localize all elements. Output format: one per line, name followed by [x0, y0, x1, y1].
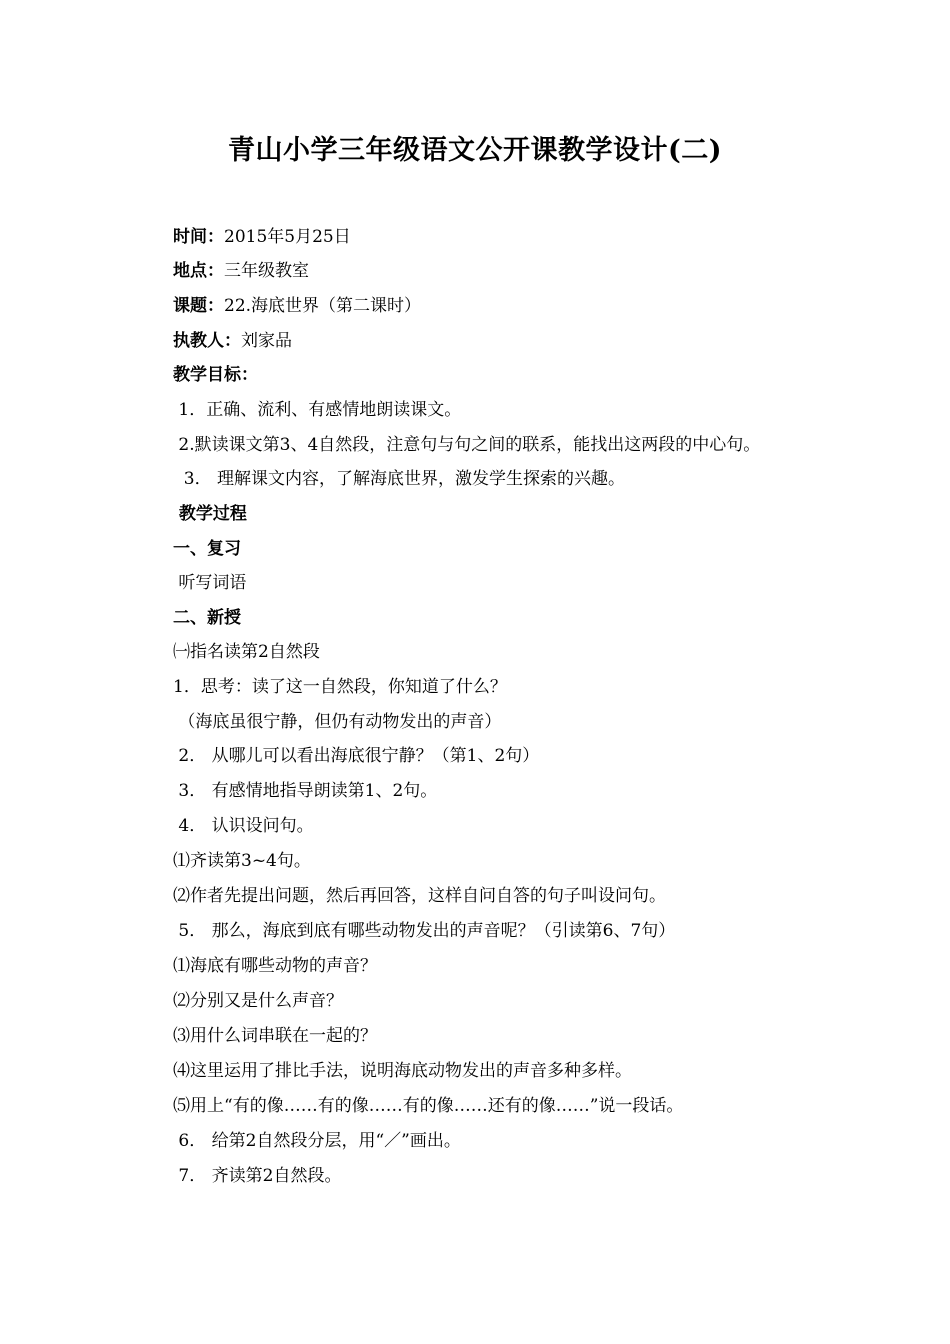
teacher-value: 刘家品 [241, 331, 292, 351]
place-value: 三年级教室 [224, 261, 309, 281]
list-item: 1．思考：读了这一自然段，你知道了什么？ [173, 677, 507, 697]
teacher-row [173, 329, 292, 353]
goals-heading: 教学目标： [173, 365, 258, 385]
list-item: 6． 给第2自然段分层，用“／”画出。 [173, 1131, 461, 1151]
list-item: ⑶用什么词串联在一起的？ [173, 1026, 377, 1046]
section-heading-review: 一、复习 [173, 539, 241, 559]
goal-item: 1．正确、流利、有感情地朗读课文。 [173, 400, 462, 420]
list-item: ⑷这里运用了排比手法，说明海底动物发出的声音多种多样。 [173, 1061, 632, 1081]
page-title: 青山小学三年级语文公开课教学设计(二) [227, 135, 723, 166]
list-item: ⑴海底有哪些动物的声音？ [173, 956, 377, 976]
section-heading-new: 二、新授 [173, 608, 241, 628]
goal-item: 2.默读课文第3、4自然段，注意句与句之间的联系，能找出这两段的中心句。 [173, 435, 761, 455]
time-value: 2015年5月25日 [224, 227, 351, 247]
list-item: 5． 那么，海底到底有哪些动物发出的声音呢？（引读第6、7句） [173, 921, 676, 941]
teacher-label: 执教人： [173, 331, 241, 351]
list-item: ⑸用上“有的像……有的像……有的像……还有的像……”说一段话。 [173, 1096, 684, 1116]
topic-row [173, 294, 421, 318]
time-row [173, 225, 351, 249]
process-heading: 教学过程 [173, 504, 247, 524]
list-item: ⑵作者先提出问题，然后再回答，这样自问自答的句子叫设问句。 [173, 886, 666, 906]
list-item: 听写词语 [173, 573, 247, 593]
list-item: 2． 从哪儿可以看出海底很宁静？（第1、2句） [173, 746, 540, 766]
list-item: ⑴齐读第3~4句。 [173, 851, 311, 871]
place-row [173, 259, 309, 283]
list-item: 7． 齐读第2自然段。 [173, 1166, 342, 1186]
list-item: 3． 有感情地指导朗读第1、2句。 [173, 781, 438, 801]
list-item: ⑵分别又是什么声音？ [173, 991, 343, 1011]
list-item: ㈠指名读第2自然段 [173, 642, 320, 662]
topic-value: 22.海底世界（第二课时） [224, 296, 422, 316]
time-label: 时间： [173, 227, 224, 247]
topic-label: 课题： [173, 296, 224, 316]
goal-item: 3． 理解课文内容，了解海底世界，激发学生探索的兴趣。 [173, 469, 626, 489]
place-label: 地点： [173, 261, 224, 281]
list-item: 4． 认识设问句。 [173, 816, 314, 836]
list-item: （海底虽很宁静，但仍有动物发出的声音） [173, 712, 502, 732]
